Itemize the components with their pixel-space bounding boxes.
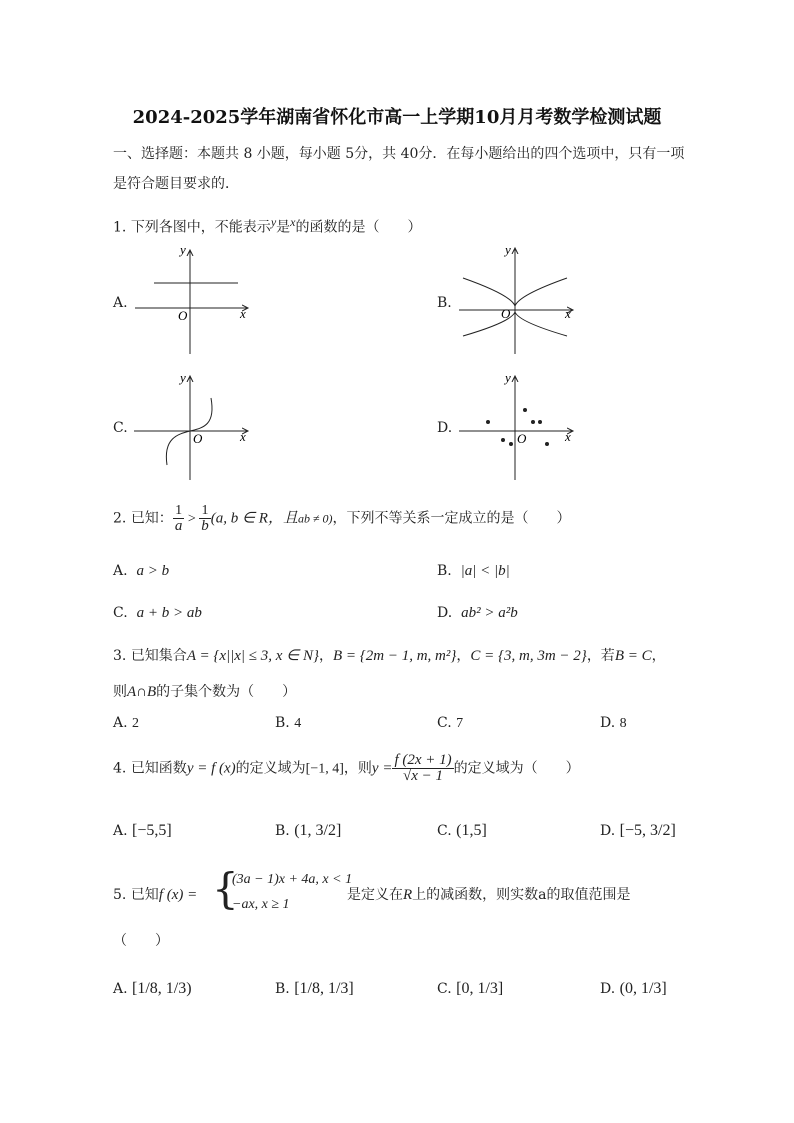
y-axis-label: y xyxy=(180,370,186,385)
q3-option-d[interactable]: D. 8 xyxy=(600,715,627,731)
x-axis-label: x xyxy=(565,429,571,444)
fraction-1-over-a: $\frac{1}{a}$ xyxy=(174,503,183,534)
q3-option-c[interactable]: C. 7 xyxy=(437,715,464,731)
q1-graph-b xyxy=(455,240,585,358)
origin-label: O xyxy=(178,308,188,323)
y-axis-label: y xyxy=(180,242,186,257)
question-5-number: 5. 已知f (x) = xyxy=(113,887,198,903)
piecewise-brace: { xyxy=(212,864,239,913)
scatter-point xyxy=(509,442,513,446)
q5-option-d[interactable]: D. (0, 1/3] xyxy=(600,980,667,997)
q3-option-b[interactable]: B. 4 xyxy=(275,715,302,731)
q3-option-a[interactable]: A. 2 xyxy=(113,715,140,731)
q5-option-b[interactable]: B. [1/8, 1/3] xyxy=(275,980,354,997)
scatter-point xyxy=(531,420,535,424)
fraction-1-over-b: $\frac{1}{b}$ xyxy=(201,503,209,534)
domain-fraction: $\frac{f (2x + 1)}{√x - 1}$ xyxy=(394,752,452,784)
scatter-point xyxy=(538,420,542,424)
page-title: 2024-2025学年湖南省怀化市高一上学期10月月考数学检测试题 xyxy=(132,107,662,128)
x-axis-label: x xyxy=(240,429,246,444)
q1-graph-a xyxy=(130,240,260,358)
question-3-stem: 3. 已知集合A = {x||x| ≤ 3, x ∈ N}，B = {2m − 1, m, m²}，C = {3, m, 3m − 2}，若B = C， xyxy=(113,648,666,664)
section-heading-cont: 是符合题目要求的． xyxy=(113,176,239,192)
q2-option-c[interactable]: C. a + b > ab xyxy=(113,605,202,621)
question-4-stem: 4. 已知函数y = f (x)的定义域为[−1, 4]，则y = $\frac{f (2x + 1)}{√x - 1}$ 的定义域为（ ） xyxy=(113,752,580,784)
question-5-stem: 是定义在R上的减函数，则实数a的取值范围是 xyxy=(347,887,631,903)
q1-option-a-label[interactable]: A. xyxy=(113,295,128,311)
question-1-stem: 1. 下列各图中，不能表示$^y$是$^x$的函数的是（ ） xyxy=(113,215,422,236)
question-2-stem: 2. 已知： $\frac{1}{a}$ > $\frac{1}{b}$ (a, b ∈ R，且ab ≠ 0)，下列不等关系一定成立的是（ ） xyxy=(113,503,571,534)
origin-label: O xyxy=(193,431,203,446)
q4-option-a[interactable]: A. [−5,5] xyxy=(113,822,172,839)
scatter-point xyxy=(486,420,490,424)
y-axis-label: y xyxy=(505,370,511,385)
origin-label: O xyxy=(517,431,527,446)
q1-graph-d xyxy=(455,368,585,483)
q1-option-c-label[interactable]: C. xyxy=(113,420,128,436)
question-5-paren: （ ） xyxy=(113,933,169,949)
q1-option-b-label[interactable]: B. xyxy=(437,295,452,311)
piecewise-case-2: −ax, x ≥ 1 xyxy=(232,897,290,912)
section-heading: 一、选择题：本题共 8 小题，每小题 5分，共 40分．在每小题给出的四个选项中，只有一项 xyxy=(113,146,685,162)
q1-graph-c xyxy=(130,368,260,483)
x-axis-label: x xyxy=(565,306,571,321)
piecewise-case-1: (3a − 1)x + 4a, x < 1 xyxy=(232,872,353,887)
q4-option-b[interactable]: B. (1, 3/2] xyxy=(275,822,342,839)
scatter-point xyxy=(523,408,527,412)
x-axis-label: x xyxy=(240,306,246,321)
q2-option-a[interactable]: A. a > b xyxy=(113,563,170,579)
q4-option-c[interactable]: C. (1,5] xyxy=(437,822,487,839)
question-3-stem-cont: 则A∩B的子集个数为（ ） xyxy=(113,684,297,700)
y-axis-label: y xyxy=(505,242,511,257)
q1-option-d-label[interactable]: D. xyxy=(437,420,453,436)
q4-option-d[interactable]: D. [−5, 3/2] xyxy=(600,822,676,839)
q5-option-c[interactable]: C. [0, 1/3] xyxy=(437,980,504,997)
scatter-point xyxy=(545,442,549,446)
q2-option-b[interactable]: B. |a| < |b| xyxy=(437,563,510,579)
q2-option-d[interactable]: D. ab² > a²b xyxy=(437,605,518,621)
scatter-point xyxy=(501,438,505,442)
origin-label: O xyxy=(501,306,511,321)
q5-option-a[interactable]: A. [1/8, 1/3) xyxy=(113,980,192,997)
